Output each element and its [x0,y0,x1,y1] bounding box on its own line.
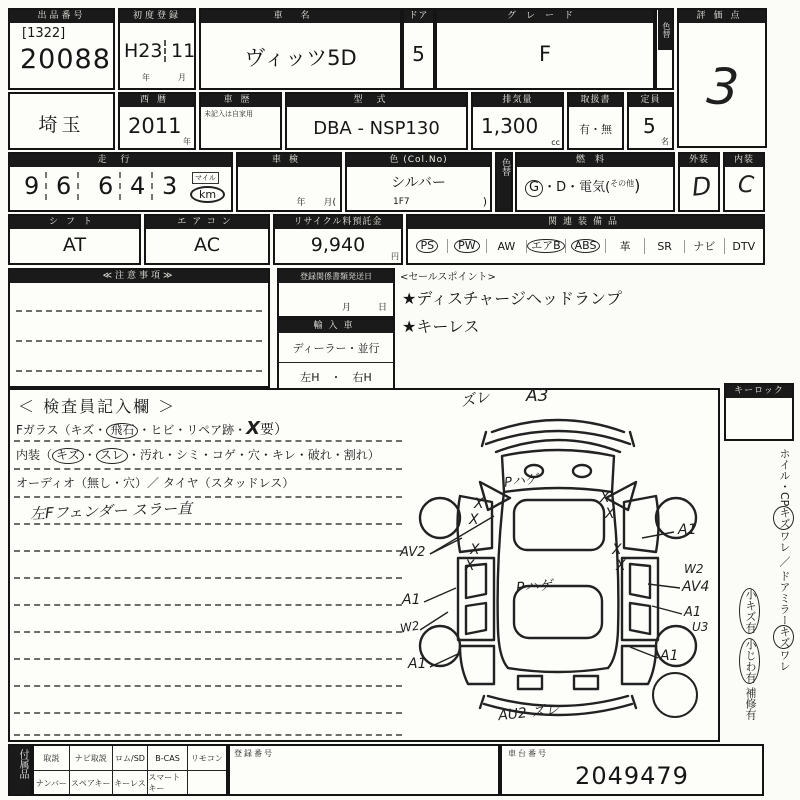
import-dealer-row: ディーラー・並行 [279,333,393,363]
damage-x-mark: X [616,558,626,574]
accessories-vertical-label: 付属品 [17,749,28,779]
equipment-airbag: エアB [527,239,567,254]
shaken-label: 車検 [238,154,340,167]
lot-number-cell [8,8,115,90]
inspector-line [14,523,402,525]
damage-mark-u3-right: U3 [692,620,709,634]
recolor-narrow-label: 色替 [658,10,672,50]
key-lock-label: キーロック [726,385,792,398]
recolor-narrow-cell [655,8,674,90]
color-name: シルバー [391,175,446,191]
inspector-line [14,734,402,736]
prefecture-cell [8,92,115,150]
damage-mark-w2-right: W2 [684,562,704,576]
car-name: ヴィッツ5D [244,46,357,70]
accessories-row-1 [34,746,226,771]
grade-label: グレード [437,10,653,23]
damage-mark-a1-right-fender: A1 [678,522,697,538]
grade-cell [435,8,655,90]
shift-label: シフト [10,216,139,229]
inspector-line [14,440,402,442]
score-cell [677,8,767,148]
interior-scratch: キズ [52,448,84,464]
displacement-cell [471,92,564,150]
sales-points [400,266,740,386]
recolor-label: 色替 [500,158,510,176]
first-registration-label: 初度登録 [120,10,194,23]
damage-mark-av2-left: AV2 [400,545,426,560]
registration-number-cell [228,744,500,796]
model-code: DBA - NSP130 [313,118,440,139]
fuel-cell [515,152,675,212]
recolor-cell [495,152,513,212]
import-car-label: 輸入車 [279,320,393,333]
notice-line [16,370,262,372]
first-registration-month: 11 [164,40,195,62]
fuel-close-paren: ) [634,176,641,195]
damage-mark-a3-bumper: A3 [526,386,549,406]
registration-docs-box [277,268,395,318]
mileage-digit-4: 4 [124,172,153,200]
accessory-navi-manual: ナビ取説 [70,746,113,770]
equipment-label: 関連装備品 [408,216,763,229]
manual-cell [567,92,624,150]
lot-bracket: [1322] [22,26,66,41]
import-car-box [277,318,395,390]
model-code-label: 型式 [287,94,466,107]
exterior-grade: D [690,171,713,202]
aircon-label: エアコン [146,216,268,229]
fuel-options: ・D・電気( [543,180,611,195]
inspector-line [14,685,402,687]
front-glass-stone-chip: 飛石 [106,423,138,439]
damage-mark-paint-peel-front: Pハゲ [503,472,539,491]
exterior-grade-label: 外装 [680,154,718,167]
import-handle-row: 左H ・ 右H [300,370,372,384]
interior-line: 内装（ キズ ・ スレ ・汚れ・シミ・コゲ・穴・キレ・破れ・割れ） [16,448,380,462]
model-code-cell [285,92,468,150]
first-registration-era: H23 [124,40,163,62]
damage-x-mark: X [474,496,484,512]
capacity-cell [627,92,674,150]
damage-mark-zure-front: ズレ [458,387,492,411]
car-name-label: 車名 [201,10,400,23]
fuel-gasoline: G [525,180,543,197]
accessory-remote: リモコン [190,753,223,763]
equipment-abs: ABS [566,239,606,254]
damage-mark-a1-left-door: A1 [402,592,421,608]
accessories-row-2 [34,771,226,795]
accessory-smart-key: スマートキー [148,771,187,795]
front-glass-x-mark: X [246,418,260,439]
notice-line [16,340,262,342]
inspector-title: ＜ 検査員記入欄 ＞ [18,397,177,416]
exterior-grade-cell [678,152,720,212]
displacement-unit: cc [551,138,560,147]
mileage-digit-5: 3 [162,172,178,200]
accessories-grid [32,744,228,796]
manual-label: 取扱書 [569,94,622,107]
interior-grade-cell [723,152,765,212]
inspector-line [14,604,402,606]
capacity-unit: 名 [661,137,669,146]
mile-unit: マイル [192,172,219,184]
history-cell [199,92,282,150]
notice-label: ≪注意事項≫ [10,270,268,283]
damage-mark-a1-left-rear: A1 [408,656,427,672]
accessory-manual: 取説 [34,746,70,770]
registration-docs-label: 登録関係書類発送日 [279,270,393,283]
history-note: 未記入は自家用 [204,110,253,118]
notice-line [16,310,262,312]
equipment-list [408,229,763,263]
color-paren: ) [482,195,487,208]
door-label: ドア [404,10,433,23]
model-year: 2011 [128,114,182,138]
interior-wear: スレ [96,448,128,464]
aircon-cell [144,214,270,265]
mileage-digit-1: 9 [18,172,47,200]
shift-cell [8,214,141,265]
auction-score: 3 [705,56,741,118]
inspector-line [14,712,402,714]
km-unit: km [190,186,225,203]
aircon-value: AC [194,234,220,256]
color-number: 1F7 [393,197,410,207]
mileage-cell [8,152,233,212]
inspector-hand-note: 左Fフェンダー スラー直 [29,499,193,523]
first-registration-cell [118,8,196,90]
registration-number-label: 登録番号 [234,749,274,758]
car-damage-diagram [398,386,720,742]
recycle-fee-cell [273,214,403,265]
grade: F [538,42,552,66]
damage-x-mark: X [469,512,479,528]
damage-mark-av4-right: AV4 [682,579,710,595]
displacement: 1,300 [481,114,539,138]
accessory-bcas: B-CAS [148,746,187,770]
front-glass-line: Fガラス（キズ・ 飛石 ・ヒビ・リペア跡・X要） [16,418,288,439]
damage-mark-au2-zure-rear: AU2 ズレ [497,701,560,725]
chassis-number-label: 車台番号 [508,749,548,758]
first-registration-year-unit: 年 [142,73,150,82]
inspector-line [14,577,402,579]
recycle-fee-unit: 円 [391,252,399,261]
damage-x-mark: X [470,542,480,558]
interior-grade: C [737,171,755,199]
recycle-fee-label: リサイクル料預託金 [275,216,401,229]
shaken-units: 年 月( [296,198,336,208]
accessories-vertical-label-cell [8,744,32,796]
accessory-keyless: キーレス [113,771,149,795]
damage-x-mark: X [612,542,622,558]
manual-value: 有・無 [579,123,612,136]
shift-value: AT [62,234,87,256]
sidebar-small-damage-notes: 小キズ有 小じわ有 補修有 [726,588,760,740]
accessory-number-plate: ナンバー [34,771,70,795]
mileage-label: 走行 [10,154,231,167]
sidebar-wheel-mirror-notes: ホイル・CPキズワレ ／ ドアミラーキズワレ [760,448,794,740]
chassis-number-cell [500,744,764,796]
year-unit: 年 [183,137,191,146]
accessory-spare-key: スペアキー [70,771,113,795]
equipment-dtv: DTV [732,239,756,253]
fuel-other: その他 [610,179,635,188]
sales-points-label: <セールスポイント> [400,272,496,283]
damage-x-mark: X [605,506,615,522]
fuel-label: 燃料 [517,154,673,167]
damage-mark-a1-right-rear: A1 [660,648,679,664]
prefecture: 埼玉 [38,114,85,136]
damage-x-mark: X [600,490,610,506]
accessory-blank [188,771,226,795]
displacement-label: 排気量 [473,94,562,107]
damage-mark-w2-left: W2 [398,618,421,636]
equipment-sr: SR [645,240,685,253]
equipment-cell [406,214,765,265]
recycle-fee: 9,940 [310,234,366,256]
color-label: 色 (Col.No) [347,154,490,167]
sidebar-notes [726,448,798,740]
lot-number: 20088 [20,44,111,75]
door-cell [402,8,435,90]
key-lock-box [724,383,794,441]
inspector-box [8,388,720,742]
notice-box [8,268,270,388]
mileage-digit-3: 6 [92,172,121,200]
chassis-number: 2049479 [575,762,689,790]
inspector-line [14,496,402,498]
equipment-navi: ナビ [685,238,725,254]
equipment-pw: PW [448,239,488,254]
equipment-ps: PS [408,239,448,254]
damage-mark-a1-right-door: A1 [684,605,702,620]
empty-circle-mark [652,672,698,718]
inspector-line [14,631,402,633]
car-name-cell [199,8,402,90]
inspector-line [14,468,402,470]
audio-tire-line: オーディオ（無し・穴）／ タイヤ（スタッドレス） [16,476,295,490]
capacity-label: 定員 [629,94,672,107]
equipment-leather: 革 [606,238,646,254]
accessory-rom-sd: ロム/SD [113,746,149,770]
mileage-digit-2: 6 [50,172,79,200]
shaken-cell [236,152,342,212]
sales-point-item: ★ディスチャージヘッドランプ [402,289,622,308]
color-cell [345,152,492,212]
registration-month-day: 月 日 [341,303,387,313]
lot-number-label: 出品番号 [10,10,113,23]
capacity: 5 [643,114,656,138]
sales-point-item: ★キーレス [402,317,480,336]
interior-grade-label: 内装 [725,154,763,167]
equipment-aw: AW [487,240,527,253]
year-label: 西暦 [120,94,194,107]
damage-x-mark: X [465,558,475,574]
inspector-line [14,658,402,660]
inspector-line [14,550,402,552]
door-count: 5 [412,42,425,66]
first-registration-month-unit: 月 [178,73,186,82]
history-label: 車歴 [201,94,280,107]
year-cell [118,92,196,150]
damage-mark-paint-peel-roof: Pハゲ [515,577,554,597]
score-label: 評価点 [679,10,765,23]
